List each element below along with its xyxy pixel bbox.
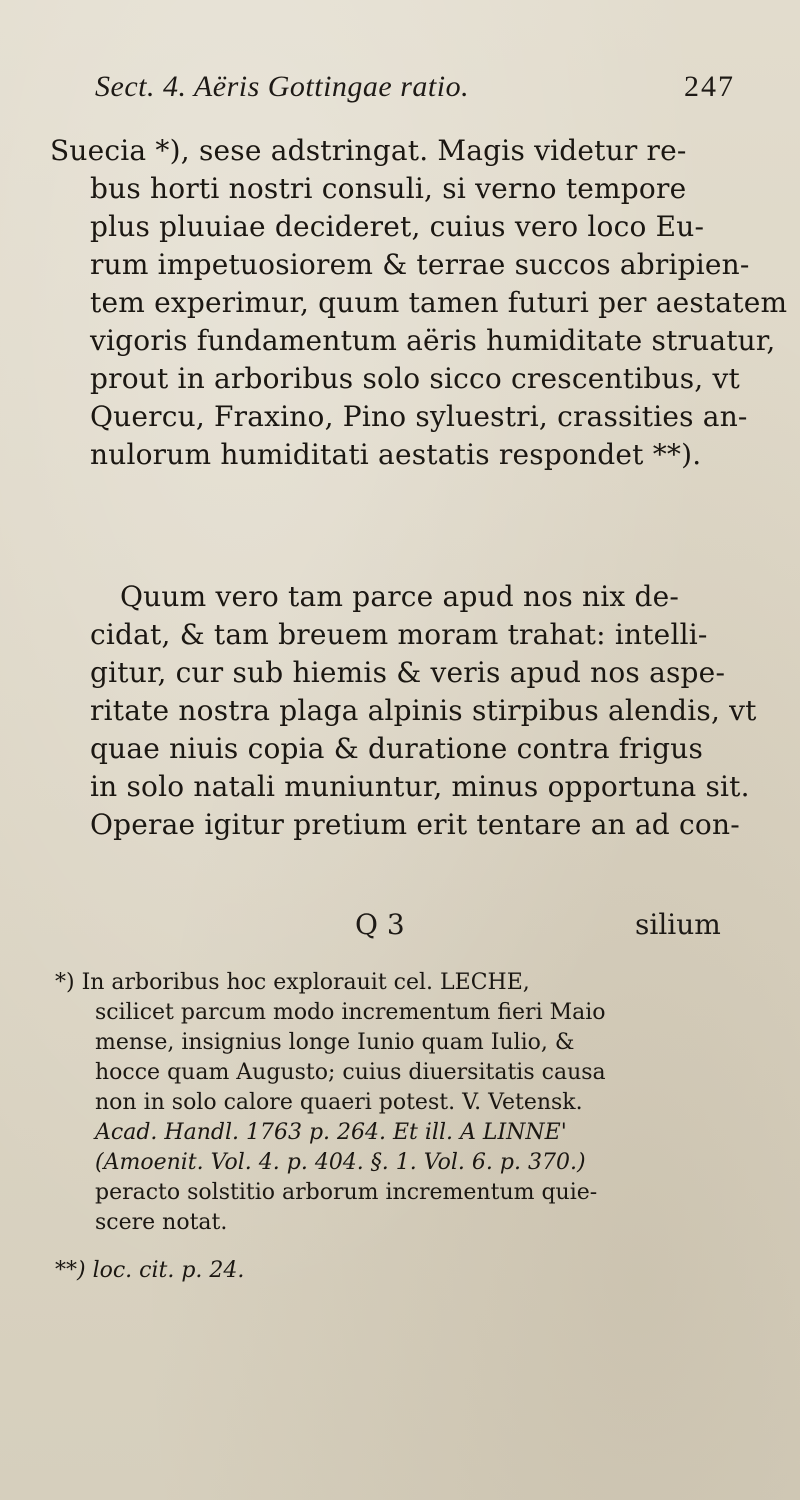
- paragraph-1: [50, 132, 788, 474]
- signature-mark: Q 3: [355, 908, 405, 941]
- footnote-line: Acad. Handl. 1763 p. 264. Et ill. A LINNE': [95, 1120, 567, 1145]
- text-line: rum impetuosiorem & terrae succos abripien-: [90, 248, 750, 281]
- text-line: Suecia *), sese adstringat. Magis videtur re-: [50, 134, 687, 167]
- catchword: silium: [635, 908, 721, 941]
- footnote-line: *) In arboribus hoc explorauit cel. LECHE,: [55, 970, 530, 995]
- footnote-line: (Amoenit. Vol. 4. p. 404. §. 1. Vol. 6. p. 370.): [95, 1150, 586, 1175]
- text-line: vigoris fundamentum aëris humiditate struatur,: [90, 324, 776, 357]
- text-line: nulorum humiditati aestatis respondet **).: [90, 438, 702, 471]
- footnote-line: scilicet parcum modo incrementum fieri Maio: [95, 1000, 606, 1025]
- text-line: tem experimur, quum tamen futuri per aestatem: [90, 286, 788, 319]
- footnote-line: peracto solstitio arborum incrementum quie-: [95, 1180, 598, 1205]
- paragraph-2: [50, 578, 757, 844]
- text-line: cidat, & tam breuem moram trahat: intelli-: [90, 618, 708, 651]
- text-line: bus horti nostri consuli, si verno tempore: [90, 172, 687, 205]
- text-line: prout in arboribus solo sicco crescentibus, vt: [90, 362, 740, 395]
- running-title: Sect. 4. Aëris Gottingae ratio.: [95, 70, 470, 103]
- footnote-2: [55, 1256, 755, 1286]
- footnote-line: **) loc. cit. p. 24.: [55, 1258, 245, 1283]
- footnote-line: hocce quam Augusto; cuius diuersitatis causa: [95, 1060, 606, 1085]
- footnotes: [55, 968, 755, 1286]
- page-number: 247: [684, 70, 735, 103]
- footnote-line: non in solo calore quaeri potest. V. Vetensk.: [95, 1090, 583, 1115]
- footnote-line: mense, insignius longe Iunio quam Iulio, &: [95, 1030, 575, 1055]
- text-line: Quum vero tam parce apud nos nix de-: [120, 580, 680, 613]
- text-line: in solo natali muniuntur, minus opportuna sit.: [90, 770, 750, 803]
- catchline: [50, 908, 750, 948]
- text-line: quae niuis copia & duratione contra frigus: [90, 732, 704, 765]
- text-line: Quercu, Fraxino, Pino syluestri, crassities an-: [90, 400, 748, 433]
- running-header: [95, 70, 735, 110]
- footnote-1: [55, 968, 755, 1238]
- text-line: Operae igitur pretium erit tentare an ad con-: [90, 808, 740, 841]
- text-line: ritate nostra plaga alpinis stirpibus alendis, vt: [90, 694, 757, 727]
- text-line: plus pluuiae decideret, cuius vero loco Eu-: [90, 210, 705, 243]
- text-line: gitur, cur sub hiemis & veris apud nos aspe-: [90, 656, 726, 689]
- footnote-line: scere notat.: [95, 1210, 228, 1235]
